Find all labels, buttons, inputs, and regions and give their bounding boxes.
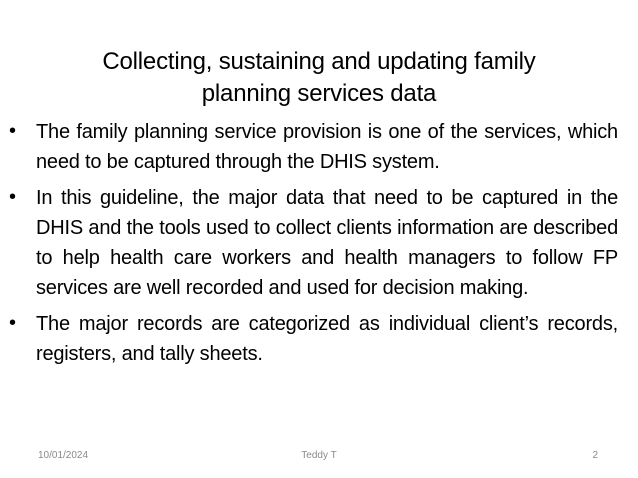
bullet-list xyxy=(0,117,638,375)
bullet-dot-icon: • xyxy=(9,312,17,334)
bullet-text-3: The major records are categorized as individual client’s records, registers, and tally sheets. xyxy=(36,313,618,365)
footer-page-number: 2 xyxy=(592,450,598,461)
slide-title-line-1: Collecting, sustaining and updating family xyxy=(102,48,536,76)
bullet-dot-icon: • xyxy=(9,120,17,142)
bullet-dot-icon: • xyxy=(9,186,17,208)
footer-date: 10/01/2024 xyxy=(38,450,89,461)
slide-title xyxy=(50,46,588,110)
bullet-item-3 xyxy=(0,309,638,369)
footer-author: Teddy T xyxy=(301,450,337,461)
bullet-item-1 xyxy=(0,117,638,177)
bullet-item-2 xyxy=(0,183,638,303)
bullet-text-2: In this guideline, the major data that need to be captured in the DHIS and the tools used to collect clients information are described to help health care workers and health managers to follow FP services are well recorded and used for decision making. xyxy=(36,187,618,299)
slide-title-line-2: planning services data xyxy=(201,80,437,108)
bullet-text-1: The family planning service provision is one of the services, which need to be captured through the DHIS system. xyxy=(36,121,618,173)
